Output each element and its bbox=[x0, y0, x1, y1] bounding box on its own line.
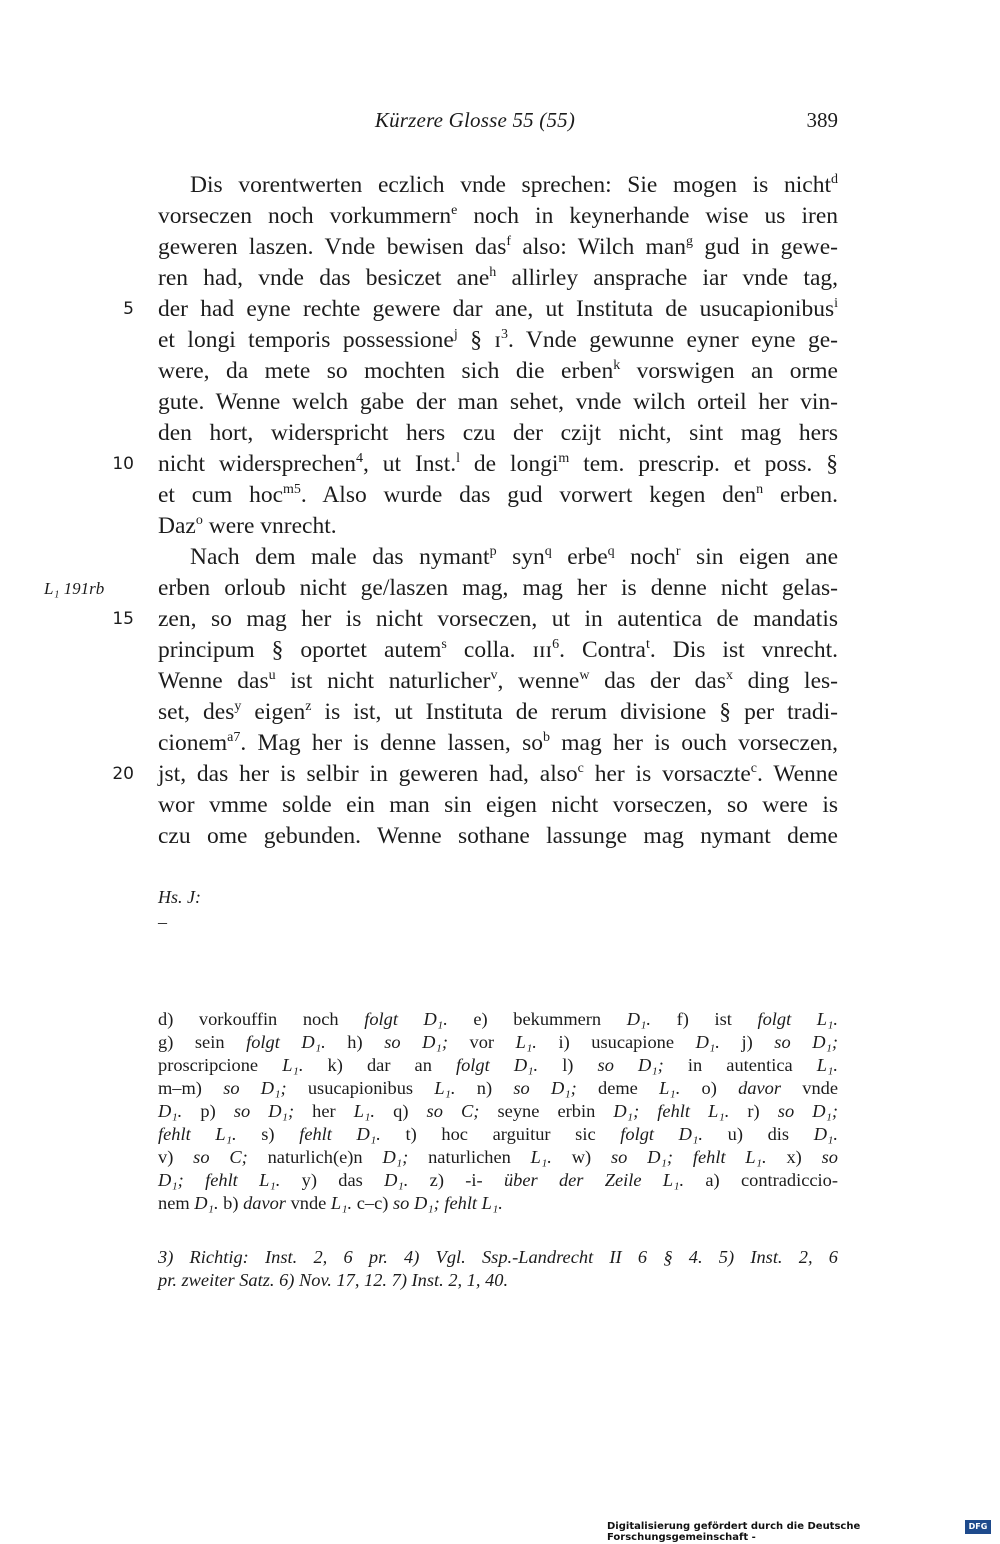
text-segment: den hort, widerspricht hers czu der czijt nicht, sint mag hers bbox=[158, 420, 838, 446]
text-segment: n) bbox=[455, 1078, 514, 1098]
text-segment: eigen bbox=[241, 699, 306, 725]
italic-text: L₁. bbox=[330, 1193, 353, 1213]
text-segment: vnde bbox=[781, 1078, 839, 1098]
text-segment: syn bbox=[496, 544, 545, 570]
note-line bbox=[158, 1246, 838, 1269]
footnote-marker: 3 bbox=[500, 327, 508, 342]
text-segment: s) bbox=[236, 1124, 300, 1144]
footnote-marker: n bbox=[756, 482, 764, 497]
text-segment: o) bbox=[680, 1078, 739, 1098]
text-segment: pr. zweiter Satz. 6) Nov. 17, 12. 7) Inst. 2, 1, 40. bbox=[158, 1270, 509, 1290]
text-segment: zen, so mag her is nicht vorseczen, ut in autentica de mandatis bbox=[158, 606, 838, 632]
text-segment: erben. bbox=[763, 482, 838, 508]
italic-text: L₁. bbox=[434, 1078, 456, 1098]
text-segment: e) bekummern bbox=[447, 1009, 627, 1029]
apparatus-line bbox=[158, 1146, 838, 1169]
text-segment: de longi bbox=[460, 451, 559, 477]
text-segment: p) bbox=[182, 1101, 234, 1121]
text-segment: y) das bbox=[280, 1170, 385, 1190]
italic-text: so D₁; bbox=[774, 1032, 839, 1052]
text-line bbox=[158, 728, 838, 759]
text-segment: seyne erbin bbox=[479, 1101, 614, 1121]
text-segment: nicht widersprechen bbox=[158, 451, 356, 477]
text-segment: proscripcione bbox=[158, 1055, 283, 1075]
italic-text: so D₁; bbox=[233, 1101, 295, 1121]
text-segment: Wenne das bbox=[158, 668, 269, 694]
text-line bbox=[158, 232, 838, 263]
footnote-marker: r bbox=[675, 544, 681, 559]
text-segment: i) usucapione bbox=[536, 1032, 696, 1052]
text-segment: v) bbox=[158, 1147, 194, 1167]
text-segment: a) contradiccio- bbox=[684, 1170, 838, 1190]
text-line bbox=[158, 325, 838, 356]
footnotes bbox=[158, 1246, 838, 1292]
footnote-marker: 6 bbox=[552, 637, 560, 652]
italic-text: L₁. bbox=[353, 1101, 376, 1121]
italic-text: so D₁; fehlt L₁. bbox=[393, 1193, 503, 1213]
footnote-marker: z bbox=[305, 699, 312, 714]
text-segment: j) bbox=[719, 1032, 775, 1052]
italic-text: D₁. bbox=[158, 1101, 183, 1121]
italic-text: D₁; fehlt L₁. bbox=[158, 1170, 281, 1190]
text-segment: jst, das her is selbir in geweren had, also bbox=[158, 761, 578, 787]
italic-text: so C; bbox=[193, 1147, 248, 1167]
text-segment: vorswigen an orme bbox=[620, 358, 838, 384]
italic-text: so D₁; bbox=[384, 1032, 448, 1052]
text-segment: geweren laszen. Vnde bewisen das bbox=[158, 234, 507, 260]
text-segment: ist nicht naturlicher bbox=[275, 668, 491, 694]
italic-text: so bbox=[821, 1147, 838, 1167]
folio-margin-note: L₁ 191rb bbox=[44, 579, 105, 598]
text-segment: set, des bbox=[158, 699, 235, 725]
text-segment: her bbox=[294, 1101, 354, 1121]
italic-text: so D₁; bbox=[513, 1078, 577, 1098]
footnote-marker: t bbox=[645, 637, 650, 652]
text-segment: et cum hoc bbox=[158, 482, 284, 508]
text-segment: erbe bbox=[551, 544, 608, 570]
apparatus-line bbox=[158, 1008, 838, 1031]
apparatus-line bbox=[158, 1054, 838, 1077]
dfg-logo: DFG bbox=[965, 1520, 991, 1534]
footnote-marker: l bbox=[456, 451, 460, 466]
text-line bbox=[158, 480, 838, 511]
text-segment: . Wenne bbox=[757, 761, 838, 787]
text-segment: m–m) bbox=[158, 1078, 224, 1098]
text-line bbox=[112, 759, 838, 790]
footnote-marker: g bbox=[686, 234, 694, 249]
footnote-marker: d bbox=[831, 172, 838, 187]
footnote-marker: m bbox=[558, 451, 570, 466]
text-segment: vor bbox=[447, 1032, 516, 1052]
text-segment: . Vnde gewunne eyner eyne ge- bbox=[507, 327, 838, 353]
footnote-marker: j bbox=[453, 327, 458, 342]
italic-text: L₁. bbox=[282, 1055, 304, 1075]
footnote-marker: o bbox=[195, 513, 203, 528]
text-segment: et longi temporis possessione bbox=[158, 327, 454, 353]
text-segment: erben orloub nicht ge/laszen mag, mag her is denne nicht gelas- bbox=[158, 575, 838, 601]
text-segment: q) bbox=[375, 1101, 427, 1121]
italic-text: folgt L₁. bbox=[757, 1009, 838, 1029]
italic-text: so D₁; bbox=[223, 1078, 287, 1098]
text-line bbox=[158, 387, 838, 418]
text-segment: gud in gewe- bbox=[693, 234, 838, 260]
italic-text: über der Zeile L₁. bbox=[503, 1170, 685, 1190]
text-segment: were, da mete so mochten sich die erben bbox=[158, 358, 614, 384]
text-segment: r) bbox=[729, 1101, 778, 1121]
text-line bbox=[44, 573, 838, 604]
italic-text: folgt D₁. bbox=[364, 1009, 448, 1029]
footnote-marker: a7 bbox=[227, 730, 241, 745]
text-segment: naturlich(e)n bbox=[247, 1147, 383, 1167]
note-line bbox=[158, 1269, 838, 1292]
footnote-marker: 4 bbox=[355, 451, 363, 466]
text-segment: x) bbox=[766, 1147, 822, 1167]
text-segment: . Dis ist vnrecht. bbox=[649, 637, 838, 663]
text-segment: also: Wilch man bbox=[511, 234, 687, 260]
text-segment: wor vmme solde ein man sin eigen nicht vorseczen, so were is bbox=[158, 792, 838, 818]
footnote-marker: q bbox=[607, 544, 615, 559]
footnote-marker: c bbox=[750, 761, 758, 776]
text-segment: w) bbox=[551, 1147, 612, 1167]
italic-text: so D₁; fehlt L₁. bbox=[611, 1147, 767, 1167]
footnote-marker: x bbox=[726, 668, 733, 683]
text-line bbox=[112, 604, 838, 635]
italic-text: L₁. bbox=[659, 1078, 681, 1098]
text-segment: is ist, ut Instituta de rerum divisione § per tradi- bbox=[311, 699, 839, 725]
footnote-marker: h bbox=[489, 265, 497, 280]
text-segment: f) ist bbox=[651, 1009, 758, 1029]
text-line bbox=[158, 542, 838, 573]
text-line bbox=[158, 418, 838, 449]
text-line bbox=[123, 294, 838, 325]
text-line bbox=[158, 170, 838, 201]
apparatus-line bbox=[158, 1077, 838, 1100]
italic-text: L₁. bbox=[530, 1147, 552, 1167]
text-segment: 3) Richtig: Inst. 2, 6 pr. 4) Vgl. Ssp.-Landrecht II 6 § 4. 5) Inst. 2, 6 bbox=[158, 1247, 838, 1267]
footnote-marker: u bbox=[268, 668, 276, 683]
text-segment: § ɪ bbox=[457, 327, 501, 353]
text-segment: , wenne bbox=[497, 668, 580, 694]
italic-text: folgt D₁. bbox=[620, 1124, 703, 1144]
running-header-title: Kürzere Glosse 55 (55) bbox=[374, 108, 576, 132]
text-segment: h) bbox=[325, 1032, 385, 1052]
text-segment: in autentica bbox=[663, 1055, 817, 1075]
text-segment: gute. Wenne welch gabe der man sehet, vnde wilch orteil her vin- bbox=[158, 389, 838, 415]
italic-text: D₁. bbox=[194, 1193, 219, 1213]
italic-text: fehlt D₁. bbox=[299, 1124, 381, 1144]
text-segment: . Contra bbox=[559, 637, 646, 663]
line-number: 20 bbox=[112, 764, 134, 784]
italic-text: D₁. bbox=[813, 1124, 839, 1144]
text-line bbox=[158, 356, 838, 387]
apparatus-line bbox=[158, 1169, 838, 1192]
text-line bbox=[158, 511, 838, 542]
text-line bbox=[158, 697, 838, 728]
main-text-block bbox=[44, 170, 839, 852]
apparatus-line bbox=[158, 1192, 838, 1215]
text-segment: Daz bbox=[158, 513, 196, 539]
footnote-marker: f bbox=[506, 234, 512, 249]
footnote-marker: v bbox=[490, 668, 498, 683]
text-segment: b) bbox=[218, 1193, 244, 1213]
text-segment: der had eyne rechte gewere dar ane, ut Instituta de usucapionibus bbox=[158, 296, 835, 322]
footnote-marker: k bbox=[613, 358, 621, 373]
text-segment: ren had, vnde das besiczet ane bbox=[158, 265, 490, 291]
text-segment: vorseczen noch vorkummern bbox=[158, 203, 452, 229]
text-line bbox=[158, 821, 838, 852]
line-number: 10 bbox=[112, 454, 134, 474]
footnote-marker: y bbox=[234, 699, 242, 714]
text-segment: Dis vorentwerten eczlich vnde sprechen: Sie mogen is nicht bbox=[190, 172, 831, 198]
text-segment: tem. prescrip. et poss. § bbox=[569, 451, 838, 477]
footnote-marker: m5 bbox=[283, 482, 301, 497]
text-segment: mag her is ouch vorseczen, bbox=[549, 730, 838, 756]
text-segment: g) sein bbox=[158, 1032, 247, 1052]
text-segment: c–c) bbox=[352, 1193, 393, 1213]
text-segment: d) vorkouffin noch bbox=[158, 1009, 365, 1029]
italic-text: D₁; fehlt L₁. bbox=[613, 1101, 730, 1121]
italic-text: davor bbox=[738, 1078, 782, 1098]
text-segment: das der das bbox=[589, 668, 726, 694]
text-line bbox=[158, 666, 838, 697]
text-segment: were vnrecht. bbox=[202, 513, 337, 539]
text-segment: k) dar an bbox=[303, 1055, 456, 1075]
line-number: 15 bbox=[112, 609, 134, 629]
footnote-marker: s bbox=[441, 637, 447, 652]
text-segment: allirley ansprache iar vnde tag, bbox=[496, 265, 838, 291]
text-segment: usucapionibus bbox=[286, 1078, 435, 1098]
italic-text: folgt D₁. bbox=[246, 1032, 326, 1052]
text-line bbox=[158, 790, 838, 821]
text-segment: noch in keynerhande wise us iren bbox=[457, 203, 838, 229]
text-line bbox=[158, 635, 838, 666]
page-number: 389 bbox=[806, 108, 838, 132]
manuscript-dash: – bbox=[158, 912, 167, 932]
digitization-credit: Digitalisierung gefördert durch die Deutsche Forschungsgemeinschaft - bbox=[607, 1521, 861, 1543]
italic-text: D₁. bbox=[626, 1009, 652, 1029]
text-segment: czu ome gebunden. Wenne sothane lassunge mag nymant deme bbox=[158, 823, 838, 849]
italic-text: so D₁; bbox=[777, 1101, 839, 1121]
text-segment: t) hoc arguitur sic bbox=[380, 1124, 621, 1144]
footnote-marker: i bbox=[834, 296, 838, 311]
italic-text: folgt D₁. bbox=[456, 1055, 539, 1075]
footnote-marker: p bbox=[489, 544, 497, 559]
italic-text: so D₁; bbox=[597, 1055, 664, 1075]
text-line bbox=[158, 201, 838, 232]
text-segment: , ut Inst. bbox=[362, 451, 457, 477]
footnote-marker: q bbox=[544, 544, 552, 559]
text-segment: l) bbox=[538, 1055, 598, 1075]
text-segment: noch bbox=[614, 544, 676, 570]
footnote-marker: w bbox=[579, 668, 590, 683]
critical-apparatus bbox=[158, 1008, 838, 1215]
footnote-marker: b bbox=[542, 730, 550, 745]
text-segment: ding les- bbox=[733, 668, 838, 694]
text-segment: deme bbox=[576, 1078, 660, 1098]
italic-text: D₁. bbox=[695, 1032, 720, 1052]
text-segment: sin eigen ane bbox=[680, 544, 838, 570]
italic-text: D₁. bbox=[384, 1170, 409, 1190]
text-segment: . Also wurde das gud vorwert kegen den bbox=[300, 482, 757, 508]
text-segment: naturlichen bbox=[408, 1147, 531, 1167]
text-segment: nem bbox=[158, 1193, 195, 1213]
italic-text: fehlt L₁. bbox=[158, 1124, 237, 1144]
manuscript-label: Hs. J: bbox=[158, 887, 201, 907]
italic-text: L₁. bbox=[515, 1032, 537, 1052]
text-segment: principum § oportet autem bbox=[158, 637, 442, 663]
italic-text: davor bbox=[243, 1193, 286, 1213]
footnote-marker: e bbox=[451, 203, 458, 218]
text-segment: colla. ɪɪɪ bbox=[446, 637, 553, 663]
text-segment: her is vorsaczte bbox=[583, 761, 751, 787]
text-line bbox=[158, 263, 838, 294]
apparatus-line bbox=[158, 1100, 838, 1123]
text-line bbox=[112, 449, 838, 480]
italic-text: so C; bbox=[426, 1101, 480, 1121]
line-number: 5 bbox=[123, 299, 134, 319]
text-segment: z) -i- bbox=[408, 1170, 504, 1190]
text-segment: Nach dem male das nymant bbox=[190, 544, 490, 570]
text-segment: cionem bbox=[158, 730, 228, 756]
text-segment: u) dis bbox=[702, 1124, 814, 1144]
apparatus-line bbox=[158, 1123, 838, 1146]
italic-text: D₁; bbox=[382, 1147, 409, 1167]
italic-text: L₁. bbox=[816, 1055, 839, 1075]
text-segment: . Mag her is denne lassen, so bbox=[240, 730, 543, 756]
apparatus-line bbox=[158, 1031, 838, 1054]
text-segment: vnde bbox=[285, 1193, 331, 1213]
footnote-marker: c bbox=[577, 761, 584, 776]
